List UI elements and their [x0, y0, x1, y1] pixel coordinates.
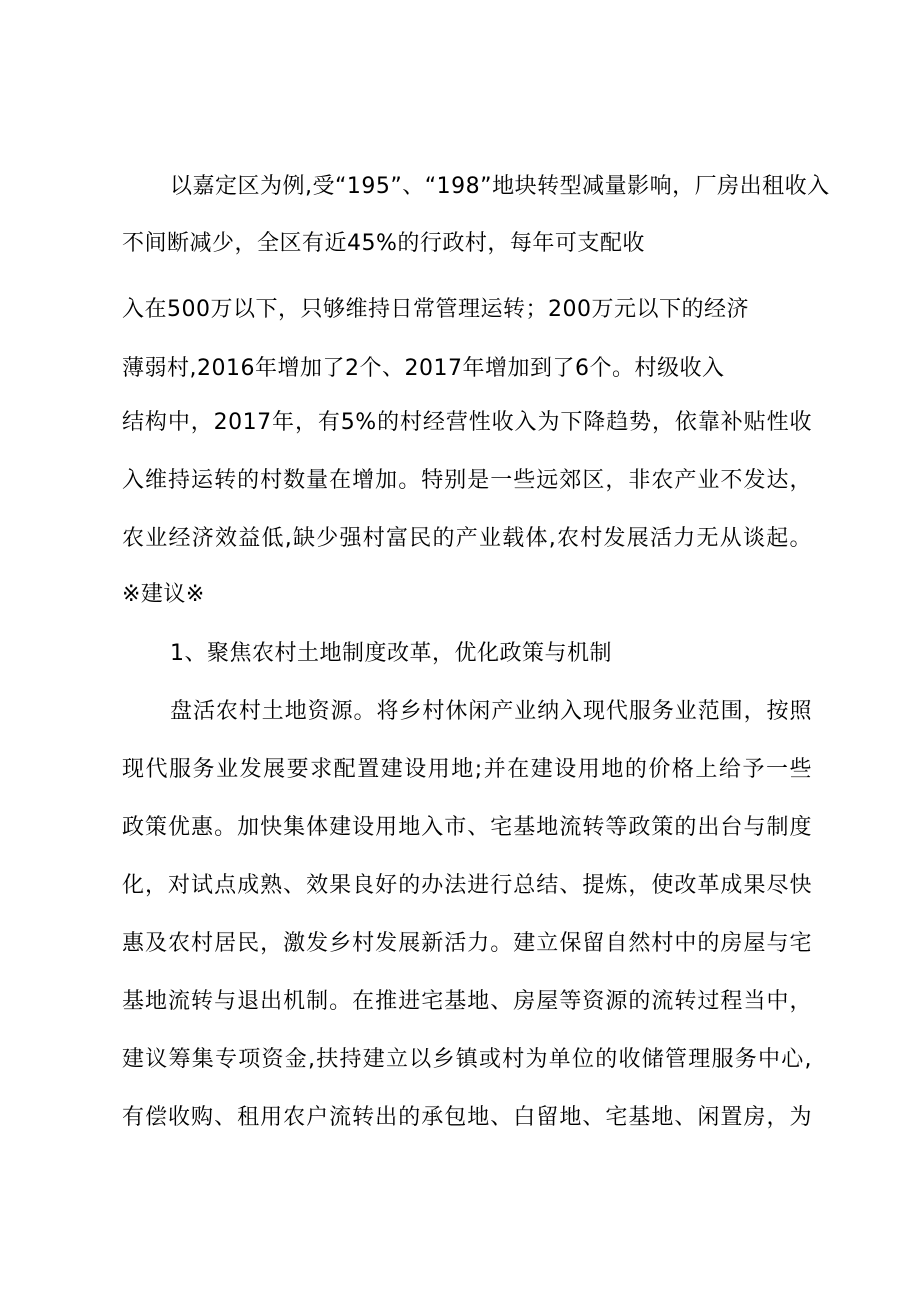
paragraph-line-8: 盘活农村土地资源。将乡村休闲产业纳入现代服务业范围，按照	[170, 699, 812, 724]
paragraph-line-4: 薄弱村,2016年增加了2个、2017年增加到了6个。村级收入	[122, 356, 725, 381]
paragraph-line-14: 建议筹集专项资金,扶持建立以乡镇或村为单位的收储管理服务中心,	[122, 1047, 812, 1072]
subheading-1: 1、聚焦农村土地制度改革，优化政策与机制	[170, 641, 612, 666]
paragraph-line-3: 入在500万以下，只够维持日常管理运转；200万元以下的经济	[122, 297, 749, 322]
paragraph-line-15: 有偿收购、租用农户流转出的承包地、白留地、宅基地、闲置房，为	[122, 1105, 812, 1130]
paragraph-line-11: 化，对试点成熟、效果良好的办法进行总结、提炼，使改革成果尽快	[122, 873, 812, 898]
paragraph-line-5: 结构中，2017年，有5%的村经营性收入为下降趋势，依靠补贴性收	[122, 410, 812, 435]
section-heading-suggestion: ※建议※	[122, 582, 205, 607]
paragraph-line-13: 基地流转与退出机制。在推进宅基地、房屋等资源的流转过程当中，	[122, 989, 812, 1014]
paragraph-line-2: 不间断减少，全区有近45%的行政村，每年可支配收	[122, 231, 645, 256]
paragraph-line-7: 农业经济效益低,缺少强村富民的产业载体,农村发展活力无从谈起。	[122, 526, 812, 551]
paragraph-line-12: 惠及农村居民，激发乡村发展新活力。建立保留自然村中的房屋与宅	[122, 931, 812, 956]
paragraph-line-10: 政策优惠。加快集体建设用地入市、宅基地流转等政策的出台与制度	[122, 815, 812, 840]
paragraph-line-9: 现代服务业发展要求配置建设用地;并在建设用地的价格上给予一些	[122, 757, 812, 782]
paragraph-line-1: 以嘉定区为例,受“195”、“198”地块转型减量影响，厂房出租收入	[170, 174, 830, 199]
paragraph-line-6: 入维持运转的村数量在增加。特别是一些远郊区，非农产业不发达，	[122, 468, 812, 493]
